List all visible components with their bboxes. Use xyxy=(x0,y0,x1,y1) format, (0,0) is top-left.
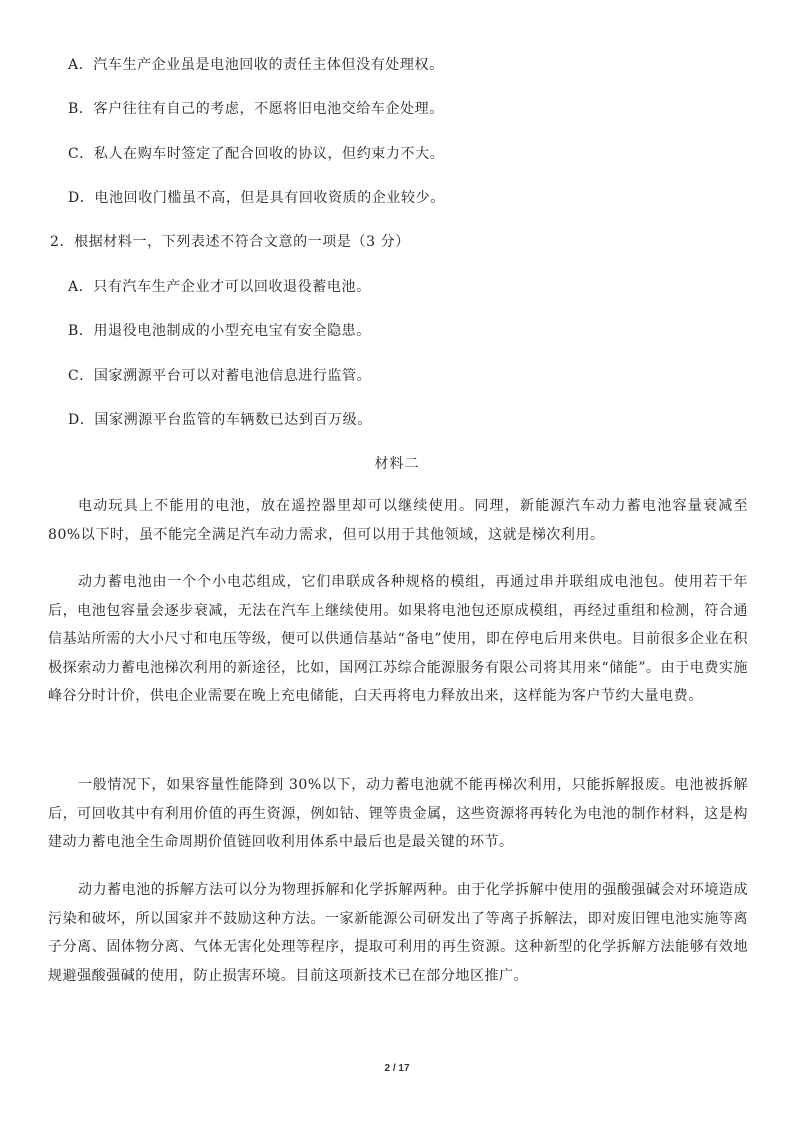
material-2-paragraph-3: 一般情况下，如果容量性能降到 30%以下，动力蓄电池就不能再梯次利用，只能拆解报废。电池被拆解后，可回收其中有利用价值的再生资源，例如钴、锂等贵金属，这些资源将再转化为电池的制作材料，这是构建动力蓄电池全生命周期价值链回收利用体系中最后也是最关键的环节。 xyxy=(48,777,748,850)
material-2-paragraph-1: 电动玩具上不能用的电池，放在遥控器里却可以继续使用。同理，新能源汽车动力蓄电池容量衰减至 80%以下时，虽不能完全满足汽车动力需求，但可以用于其他领域，这就是梯次利用。 xyxy=(48,498,748,543)
material-2-paragraph-4: 动力蓄电池的拆解方法可以分为物理拆解和化学拆解两种。由于化学拆解中使用的强酸强碱会对环境造成污染和破坏，所以国家并不鼓励这种方法。一家新能源公司研发出了等离子拆解法，即对废旧锂电池实施等离子分离、固体物分离、气体无害化处理等程序，提取可利用的再生资源。这种新型的化学拆解方法能够有效地规避强酸强碱的使用，防止损害环境。目前这项新技术已在部分地区推广。 xyxy=(48,882,748,984)
q2-option-b: B．用退役电池制成的小型充电宝有安全隐患。 xyxy=(68,323,371,339)
q2-option-a: A．只有汽车生产企业才可以回收退役蓄电池。 xyxy=(68,279,371,295)
material-2-paragraph-2: 动力蓄电池由一个个小电芯组成，它们串联成各种规格的模组，再通过串并联组成电池包。使用若干年后，电池包容量会逐步衰减，无法在汽车上继续使用。如果将电池包还原成模组，再经过重组和检测，符合通信基站所需的大小尺寸和电压等级，便可以供通信基站“备电”使用，即在停电后用来供电。目前很多企业在积极探索动力蓄电池梯次利用的新途径，比如，国网江苏综合能源服务有限公司将其用来“储能”。由于电费实施峰谷分时计价，供电企业需要在晚上充电储能，白天再将电力释放出来，这样能为客户节约大量电费。 xyxy=(48,574,748,704)
q2-option-d: D．国家溯源平台监管的车辆数已达到百万级。 xyxy=(68,412,372,428)
q1-option-c: C．私人在购车时签定了配合回收的协议，但约束力不大。 xyxy=(68,146,445,162)
question-2-stem: 2．根据材料一，下列表述不符合文意的一项是（3 分） xyxy=(50,234,410,250)
q2-option-c: C．国家溯源平台可以对蓄电池信息进行监管。 xyxy=(68,368,372,384)
page-indicator: 2 / 17 xyxy=(384,1063,410,1074)
q1-option-a: A．汽车生产企业虽是电池回收的责任主体但没有处理权。 xyxy=(68,57,444,73)
material-2-title: 材料二 xyxy=(374,456,420,472)
q1-option-b: B．客户往往有自己的考虑，不愿将旧电池交给车企处理。 xyxy=(68,101,444,117)
q1-option-d: D．电池回收门槛虽不高，但是具有回收资质的企业较少。 xyxy=(68,190,445,206)
